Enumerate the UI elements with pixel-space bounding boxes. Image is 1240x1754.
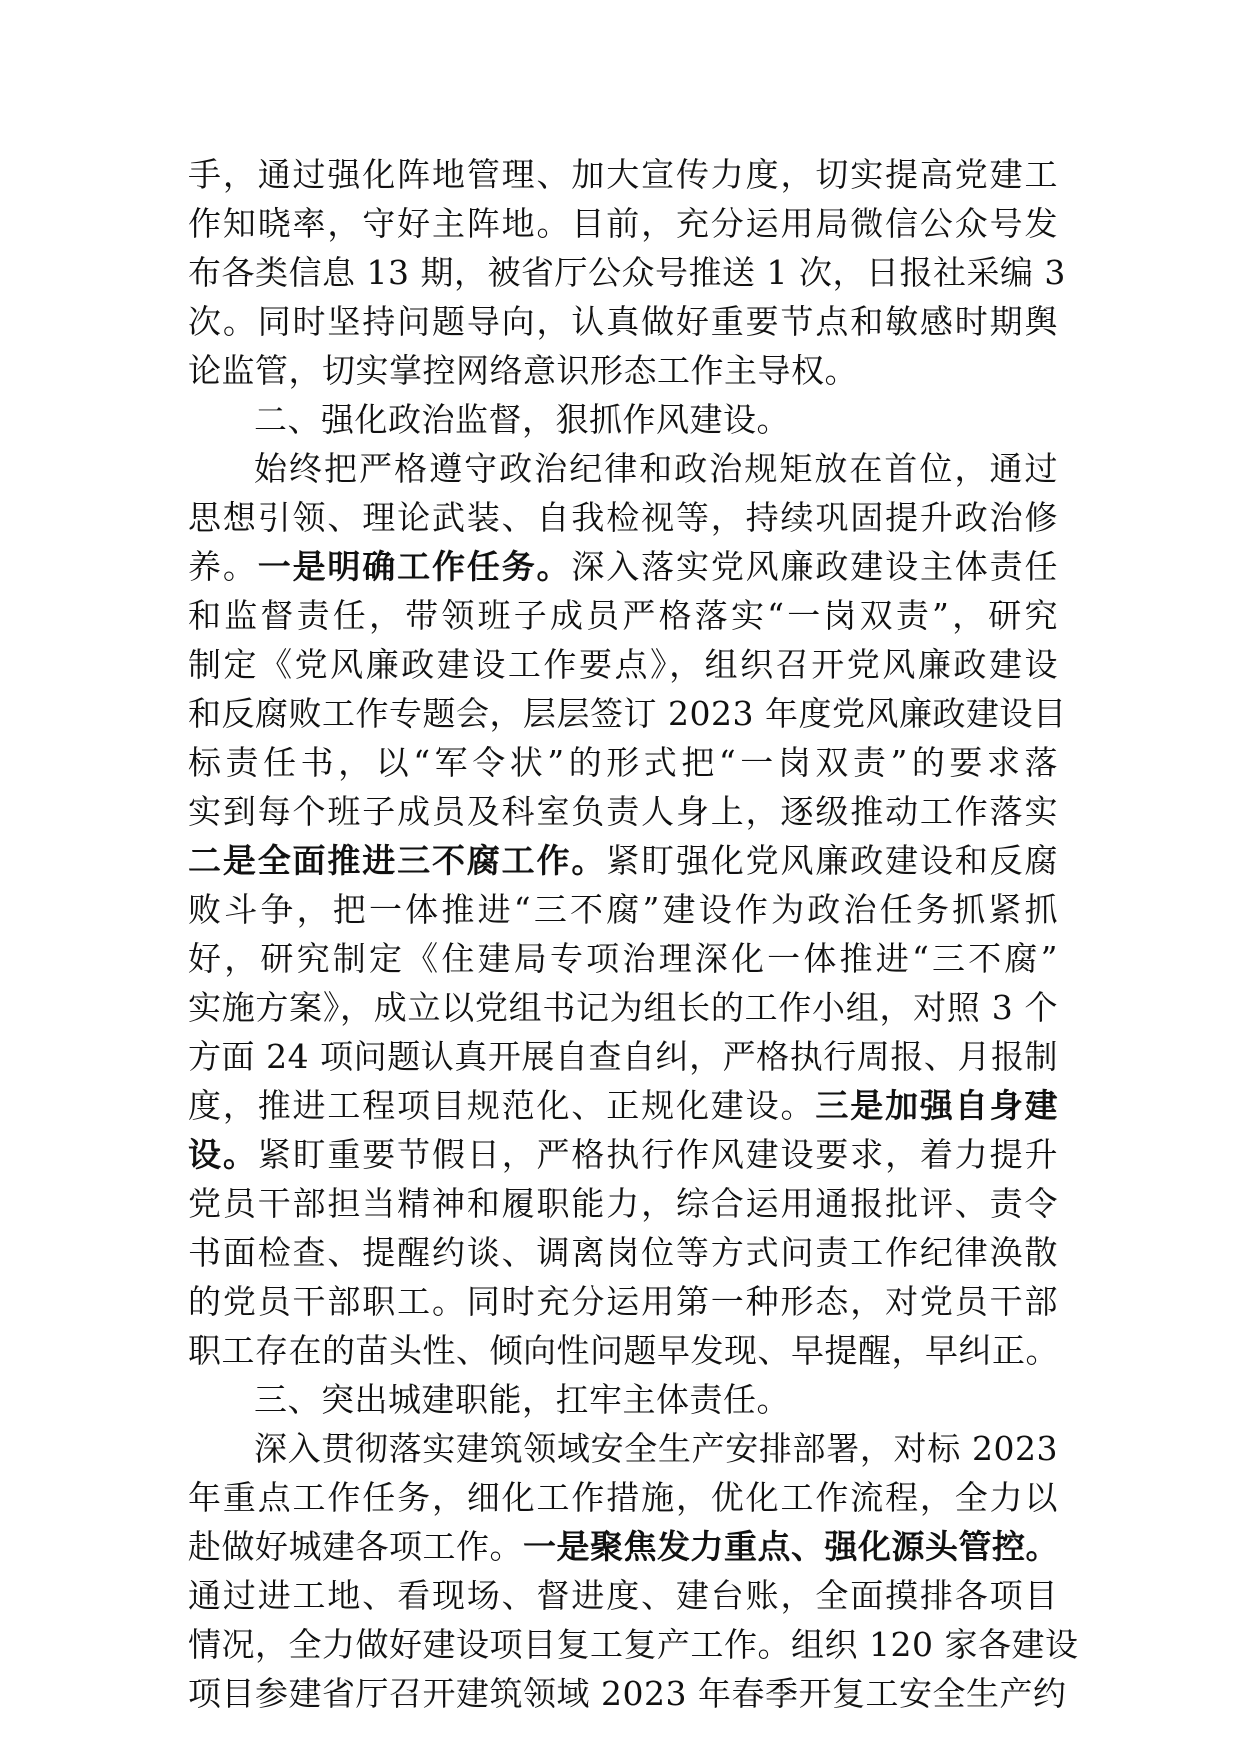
text-line: 的党员干部职工。同时充分运用第一种形态，对党员干部: [188, 1282, 1058, 1321]
text-segment: 紧盯重要节假日，严格执行作风建设要求，着力提升: [257, 1135, 1059, 1174]
text-segment: 养。: [188, 547, 258, 586]
bold-subheading: 三是加强自身建: [815, 1086, 1059, 1125]
text-line: 思想引领、理论武装、自我检视等，持续巩固提升政治修: [188, 498, 1058, 537]
text-line: 和反腐败工作专题会，层层签订 2023 年度党风廉政建设目: [188, 694, 1067, 733]
text-line: 和监督责任，带领班子成员严格落实“一岗双责”，研究: [188, 596, 1058, 635]
text-line: [188, 1081, 1058, 1130]
text-line: 情况，全力做好建设项目复工复产工作。组织 120 家各建设: [188, 1625, 1079, 1664]
text-line: 手，通过强化阵地管理、加大宣传力度，切实提高党建工: [188, 155, 1058, 194]
text-line: 通过进工地、看现场、督进度、建台账，全面摸排各项目: [188, 1576, 1058, 1615]
text-line: 职工存在的苗头性、倾向性问题早发现、早提醒，早纠正。: [188, 1331, 1059, 1370]
text-segment: 紧盯强化党风廉政建设和反腐: [606, 841, 1059, 880]
bold-subheading: 二是全面推进三不腐工作。: [188, 841, 607, 880]
text-line: 实到每个班子成员及科室负责人身上，逐级推动工作落实: [188, 792, 1058, 831]
text-line: 败斗争，把一体推进“三不腐”建设作为政治任务抓紧抓: [188, 890, 1058, 929]
text-line: 方面 24 项问题认真开展自查自纠，严格执行周报、月报制: [188, 1037, 1058, 1076]
text-line: 书面检查、提醒约谈、调离岗位等方式问责工作纪律涣散: [188, 1233, 1058, 1272]
text-line: 作知晓率，守好主阵地。目前，充分运用局微信公众号发: [188, 204, 1058, 243]
text-line: [188, 836, 1058, 885]
document-page: [188, 150, 1079, 1718]
section-heading: 三、突出城建职能，扛牢主体责任。: [254, 1380, 790, 1419]
bold-subheading: 设。: [188, 1135, 258, 1174]
bold-subheading: 一是明确工作任务。: [257, 547, 572, 586]
text-segment: 深入落实党风廉政建设主体责任: [571, 547, 1059, 586]
text-line: 次。同时坚持问题导向，认真做好重要节点和敏感时期舆: [188, 302, 1058, 341]
text-segment: 赴做好城建各项工作。: [188, 1527, 523, 1566]
text-line: 标责任书，以“军令状”的形式把“一岗双责”的要求落: [188, 743, 1058, 782]
text-line: 深入贯彻落实建筑领域安全生产安排部署，对标 2023: [254, 1429, 1058, 1468]
text-line: 年重点工作任务，细化工作措施，优化工作流程，全力以: [188, 1478, 1058, 1517]
text-line: 党员干部担当精神和履职能力，综合运用通报批评、责令: [188, 1184, 1058, 1223]
bold-subheading: 一是聚焦发力重点、强化源头管控。: [523, 1527, 1059, 1566]
text-line: 制定《党风廉政建设工作要点》，组织召开党风廉政建设: [188, 645, 1058, 684]
text-line: [188, 1522, 1058, 1571]
text-line: 始终把严格遵守政治纪律和政治规矩放在首位，通过: [254, 449, 1058, 488]
text-line: 论监管，切实掌控网络意识形态工作主导权。: [188, 351, 858, 390]
text-line: [188, 1130, 1058, 1179]
section-heading: 二、强化政治监督，狠抓作风建设。: [254, 400, 790, 439]
text-line: 项目参建省厅召开建筑领域 2023 年春季开复工安全生产约: [188, 1674, 1067, 1713]
text-segment: 度，推进工程项目规范化、正规化建设。: [188, 1086, 816, 1125]
text-line: [188, 542, 1058, 591]
text-line: 实施方案》，成立以党组书记为组长的工作小组，对照 3 个: [188, 988, 1058, 1027]
text-line: 布各类信息 13 期，被省厅公众号推送 1 次，日报社采编 3: [188, 253, 1066, 292]
text-line: 好，研究制定《住建局专项治理深化一体推进“三不腐”: [188, 939, 1058, 978]
